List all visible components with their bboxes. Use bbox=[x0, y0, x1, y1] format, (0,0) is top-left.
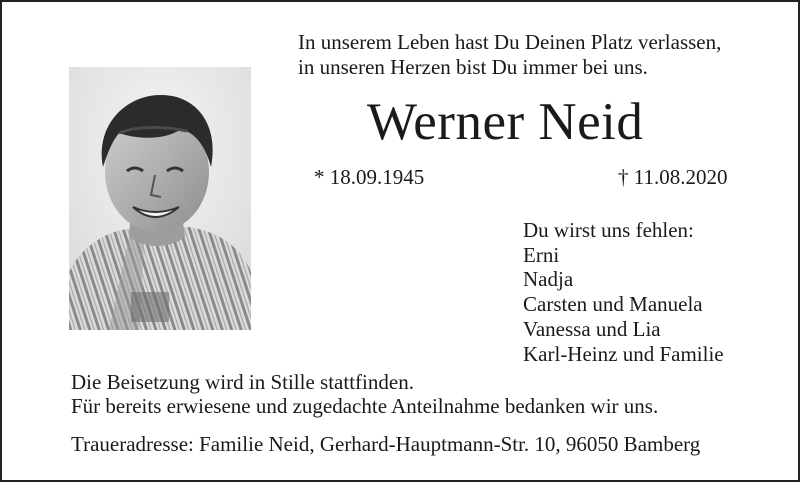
mourner-name: Nadja bbox=[523, 267, 574, 292]
mourner-name: Carsten und Manuela bbox=[523, 292, 703, 317]
funeral-notice: Die Beisetzung wird in Stille stattfinden. bbox=[71, 370, 414, 394]
thanks-notice: Für bereits erwiesene und zugedachte Anteilnahme bedanken wir uns. bbox=[71, 394, 659, 418]
mourning-address: Traueradresse: Familie Neid, Gerhard-Hauptmann-Str. 10, 96050 Bamberg bbox=[71, 432, 701, 456]
death-date: † 11.08.2020 bbox=[618, 165, 728, 189]
mourner-name: Erni bbox=[523, 242, 560, 267]
motto-line-1: In unserem Leben hast Du Deinen Platz verlassen, bbox=[298, 30, 722, 54]
mourners-intro: Du wirst uns fehlen: bbox=[523, 218, 694, 242]
portrait-photo bbox=[69, 67, 251, 330]
mourner-name: Karl-Heinz und Familie bbox=[523, 341, 724, 366]
motto-line-2: in unseren Herzen bist Du immer bei uns. bbox=[298, 55, 648, 79]
mourners-list bbox=[523, 218, 724, 366]
mourner-name: Vanessa und Lia bbox=[523, 316, 661, 341]
birth-date: * 18.09.1945 bbox=[314, 165, 425, 189]
deceased-name: Werner Neid bbox=[367, 93, 644, 151]
